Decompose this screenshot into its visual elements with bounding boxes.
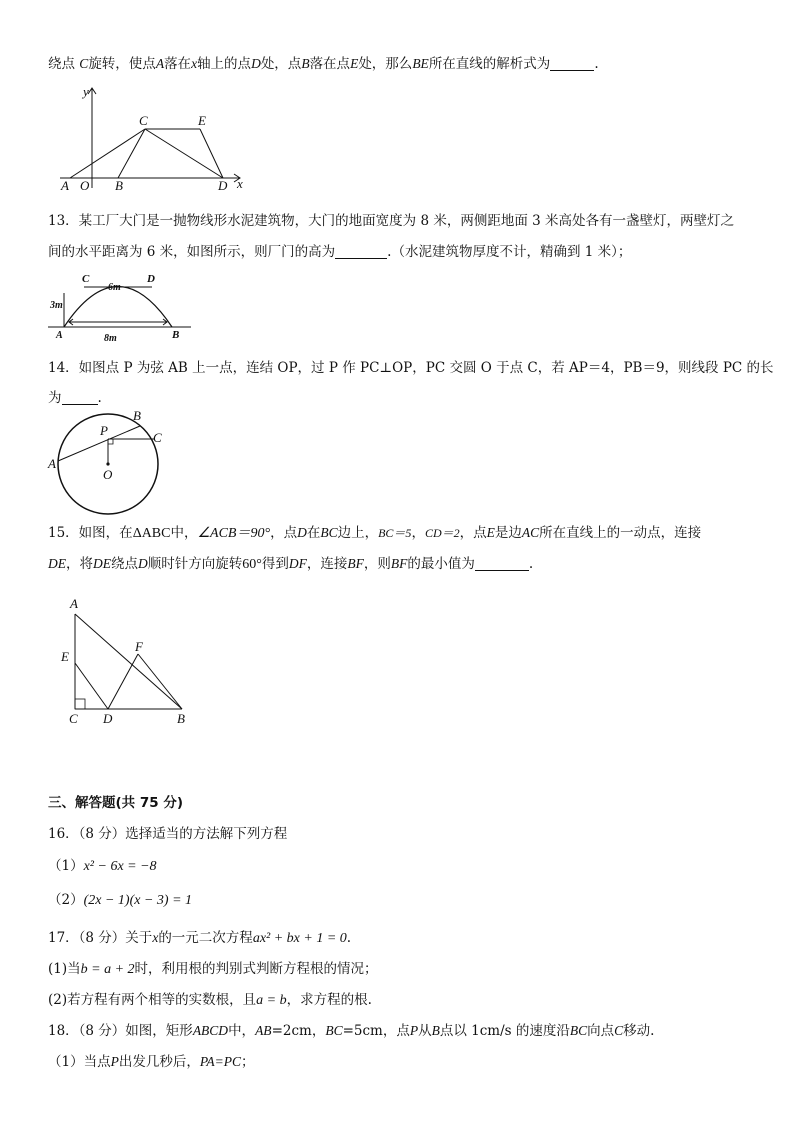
- label-y: y: [83, 84, 89, 99]
- text: 落在: [164, 56, 192, 72]
- text: 移动.: [623, 1023, 655, 1039]
- segment-fb: [138, 654, 182, 709]
- math: a = b: [256, 993, 287, 1008]
- text: ，点: [270, 525, 298, 541]
- var: C: [614, 1023, 624, 1038]
- var: D: [297, 525, 307, 540]
- text: 从: [418, 1023, 432, 1039]
- label-o: O: [80, 178, 90, 193]
- text: (1)当: [48, 961, 81, 977]
- var: BF: [347, 556, 364, 571]
- answer-blank: [475, 556, 529, 571]
- q15-line1: [48, 524, 754, 543]
- var: B: [431, 1023, 440, 1038]
- text: （2）: [48, 892, 84, 908]
- text: 时，利用根的判别式判断方程根的情况；: [134, 961, 378, 977]
- math: 60°: [242, 557, 262, 572]
- var: P: [110, 1054, 119, 1069]
- text: 旋转，使点: [88, 56, 156, 72]
- q12-figure: [50, 80, 250, 195]
- label-c: C: [69, 711, 78, 726]
- text: （1）当点: [48, 1054, 111, 1070]
- text: 17．（8 分）关于: [48, 930, 153, 946]
- q15-line2: [48, 555, 754, 574]
- label-b: B: [133, 408, 141, 423]
- text: ，则: [363, 556, 391, 572]
- text: 向点: [587, 1023, 615, 1039]
- q16-title: 16．（8 分）选择适当的方法解下列方程: [48, 826, 288, 842]
- text: 绕点: [111, 556, 138, 572]
- text: 出发几秒后，: [118, 1054, 200, 1070]
- var: D: [138, 556, 148, 571]
- var: ABCD: [192, 1023, 229, 1038]
- segment-ed: [75, 663, 108, 709]
- segment-df: [108, 654, 138, 709]
- q15-figure: [58, 596, 198, 728]
- q14-line2: [48, 389, 754, 407]
- label-c: C: [139, 113, 148, 128]
- var: x: [152, 930, 159, 945]
- text: 处，那么: [358, 56, 413, 72]
- q18-part1: [48, 1053, 754, 1071]
- answer-blank: [335, 244, 387, 259]
- text: 所在直线上的一动点，连接: [539, 525, 702, 541]
- text: 中，: [170, 525, 198, 541]
- math: ax² + bx + 1 = 0: [252, 931, 347, 946]
- var: D: [251, 56, 261, 71]
- q14-line1: 14．如图点 P 为弦 AB 上一点，连结 OP，过 P 作 PC⊥OP，PC 交圆 O 于点 C，若 AP＝4，PB＝9，则线段 PC 的长: [48, 360, 774, 376]
- label-d: D: [218, 178, 228, 193]
- label-8m: 8m: [104, 333, 117, 344]
- label-a: A: [56, 330, 63, 341]
- label-p: P: [100, 423, 108, 438]
- var: BE: [412, 56, 429, 71]
- label-a: A: [48, 456, 56, 471]
- text: 中，: [228, 1023, 256, 1039]
- q17-title: [48, 929, 754, 948]
- label-3m: 3m: [50, 300, 63, 311]
- label-b: B: [115, 178, 123, 193]
- var: P: [409, 1023, 419, 1038]
- label-e: E: [61, 649, 69, 664]
- label-a: A: [61, 178, 69, 193]
- var: DE: [48, 556, 66, 571]
- var: AC: [521, 525, 540, 540]
- text: ，将: [66, 556, 93, 572]
- text: 点以 1cm/s 的速度沿: [439, 1023, 570, 1039]
- segment-ab: [75, 614, 182, 709]
- var: BC: [325, 1023, 343, 1038]
- text: （1）: [48, 858, 84, 874]
- q18-title: [48, 1022, 754, 1040]
- text: 边上，: [337, 525, 379, 541]
- q12-text: [48, 55, 754, 73]
- var: BC: [569, 1023, 588, 1038]
- answer-blank: [62, 390, 98, 405]
- text: ，: [411, 525, 425, 541]
- text: ；: [240, 1054, 255, 1070]
- text: 所在直线的解析式为: [428, 56, 551, 72]
- label-a: A: [70, 596, 78, 611]
- text: ，求方程的根.: [286, 992, 372, 1008]
- q13-line2: [48, 243, 754, 261]
- text: =5cm，点: [342, 1023, 410, 1039]
- label-6m: 6m: [108, 282, 121, 293]
- right-angle-mark: [75, 699, 85, 709]
- text: .: [528, 556, 534, 572]
- text: 在: [306, 525, 321, 541]
- label-d: D: [103, 711, 113, 726]
- label-e: E: [198, 113, 206, 128]
- label-x: x: [237, 176, 243, 191]
- text: ，点: [459, 525, 487, 541]
- var: AB: [255, 1023, 272, 1038]
- answer-blank: [550, 56, 594, 71]
- var: E: [350, 56, 359, 71]
- var: PA=PC: [199, 1054, 241, 1069]
- text: 处，点: [260, 56, 302, 72]
- q17-part1: [48, 960, 754, 979]
- math: (2x − 1)(x − 3) = 1: [83, 893, 193, 908]
- var: DF: [288, 556, 307, 571]
- q14-figure: [45, 408, 175, 520]
- text: 间的水平距离为 6 米，如图所示，则厂门的高为: [48, 244, 336, 260]
- math: CD＝2: [424, 526, 460, 540]
- text: =2cm，: [271, 1023, 326, 1039]
- var: BF: [390, 556, 408, 571]
- q16-part2: [48, 891, 754, 910]
- var: E: [486, 525, 495, 540]
- var: x: [191, 56, 198, 71]
- center-dot: [106, 462, 109, 465]
- text: 18．（8 分）如图，矩形: [48, 1023, 193, 1039]
- section-title: 三、解答题(共 75 分): [48, 795, 184, 811]
- label-c: C: [153, 430, 162, 445]
- text: 的最小值为: [407, 556, 475, 572]
- label-b: B: [172, 329, 180, 341]
- text: 得到: [261, 556, 289, 572]
- text: .: [594, 56, 599, 72]
- label-c: C: [82, 273, 90, 285]
- q13-figure: [48, 268, 193, 343]
- var: C: [79, 56, 89, 71]
- label-b: B: [177, 711, 185, 726]
- label-d: D: [147, 273, 155, 285]
- var: BC: [320, 525, 338, 540]
- q16-part1: [48, 857, 754, 876]
- math: b = a + 2: [80, 962, 135, 977]
- segment-bc: [118, 129, 145, 178]
- text: 的一元二次方程: [158, 930, 253, 946]
- var: A: [155, 56, 165, 71]
- text: 为: [48, 390, 62, 406]
- math: x² − 6x = −8: [83, 859, 157, 874]
- var: DE: [93, 556, 111, 571]
- text: .（水泥建筑物厚度不计，精确到 1 米）；: [387, 244, 632, 260]
- q13-line1: 13．某工厂大门是一抛物线形水泥建筑物，大门的地面宽度为 8 米，两侧距地面 3 米高处各有一盏壁灯，两壁灯之: [48, 213, 735, 229]
- math: ∠ACB＝90°: [197, 526, 271, 541]
- text: 轴上的点: [197, 56, 252, 72]
- text: (2)若方程有两个相等的实数根，且: [48, 992, 257, 1008]
- text: 15．如图，在: [48, 525, 133, 541]
- math: BC＝5: [378, 526, 412, 540]
- text: ，连接: [306, 556, 348, 572]
- label-f: F: [135, 639, 143, 654]
- label-o: O: [103, 467, 113, 482]
- text: 顺时针方向旋转: [147, 556, 243, 572]
- segment-ac: [70, 129, 145, 178]
- text: 是边: [494, 525, 522, 541]
- text: 绕点: [48, 56, 80, 72]
- text: .: [97, 390, 102, 406]
- text: .: [346, 930, 352, 946]
- math: ΔABC: [132, 526, 171, 541]
- text: 落在点: [309, 56, 351, 72]
- var: B: [301, 56, 310, 71]
- q17-part2: [48, 991, 754, 1010]
